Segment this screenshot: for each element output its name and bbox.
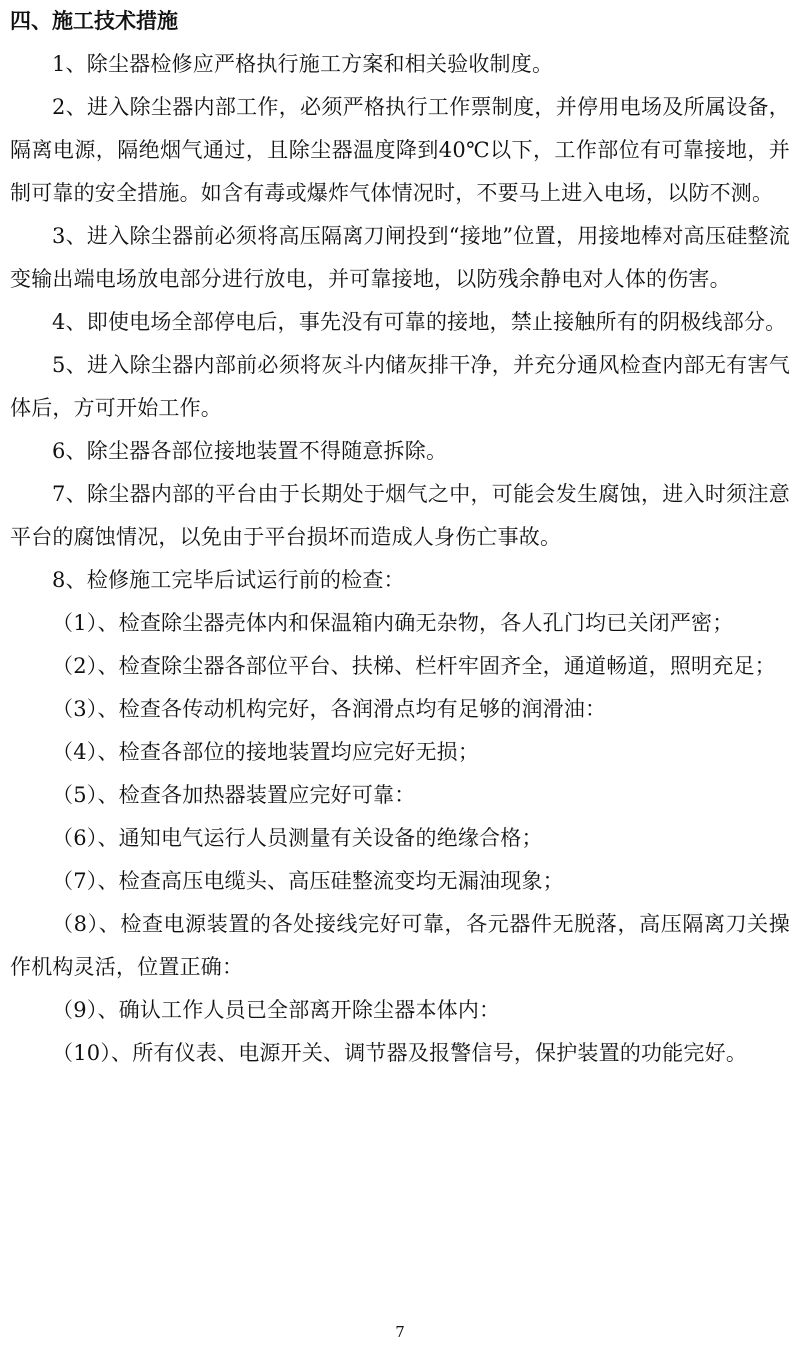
check-item-8: （8）、检查电源装置的各处接线完好可靠，各元器件无脱落，高压隔离刀关操作机构灵活，位置正确： bbox=[10, 912, 790, 979]
paragraph-8: 8、检修施工完毕后试运行前的检查： bbox=[52, 568, 405, 592]
check-item-2: （2）、检查除尘器各部位平台、扶梯、栏杆牢固齐全，通道畅道，照明充足； bbox=[52, 654, 776, 678]
check-item-9: （9）、确认工作人员已全部离开除尘器本体内： bbox=[52, 998, 501, 1022]
check-item-6: （6）、通知电气运行人员测量有关设备的绝缘合格； bbox=[52, 826, 543, 850]
check-item-4: （4）、检查各部位的接地装置均应完好无损； bbox=[52, 740, 480, 764]
check-item-3: （3）、检查各传动机构完好，各润滑点均有足够的润滑油： bbox=[52, 697, 607, 721]
section-heading: 四、施工技术措施 bbox=[10, 9, 178, 33]
page-number: 7 bbox=[395, 1323, 405, 1341]
paragraph-7: 7、除尘器内部的平台由于长期处于烟气之中，可能会发生腐蚀，进入时须注意平台的腐蚀情况，以免由于平台损坏而造成人身伤亡事故。 bbox=[10, 482, 790, 549]
paragraph-6: 6、除尘器各部位接地装置不得随意拆除。 bbox=[52, 439, 448, 463]
paragraph-5: 5、进入除尘器内部前必须将灰斗内储灰排干净，并充分通风检查内部无有害气体后，方可开始工作。 bbox=[10, 353, 790, 420]
paragraph-4: 4、即使电场全部停电后，事先没有可靠的接地，禁止接触所有的阴极线部分。 bbox=[52, 310, 787, 334]
check-item-7: （7）、检查高压电缆头、高压硅整流变均无漏油现象； bbox=[52, 869, 564, 893]
paragraph-1: 1、除尘器检修应严格执行施工方案和相关验收制度。 bbox=[52, 52, 554, 76]
paragraph-2: 2、进入除尘器内部工作，必须严格执行工作票制度，并停用电场及所属设备，隔离电源，隔绝烟气通过，且除尘器温度降到40℃以下，工作部位有可靠接地，并制可靠的安全措施。如含有毒或爆炸气体情况时，不要马上进入电场，以防不测。 bbox=[10, 95, 790, 205]
check-item-1: （1）、检查除尘器壳体内和保温箱内确无杂物，各人孔门均已关闭严密； bbox=[52, 611, 734, 635]
check-item-10: （10）、所有仪表、电源开关、调节器及报警信号，保护装置的功能完好。 bbox=[52, 1041, 748, 1065]
paragraph-3: 3、进入除尘器前必须将高压隔离刀闸投到“接地”位置，用接地棒对高压硅整流变输出端电场放电部分进行放电，并可靠接地，以防残余静电对人体的伤害。 bbox=[10, 224, 790, 291]
check-item-5: （5）、检查各加热器装置应完好可靠： bbox=[52, 783, 416, 807]
